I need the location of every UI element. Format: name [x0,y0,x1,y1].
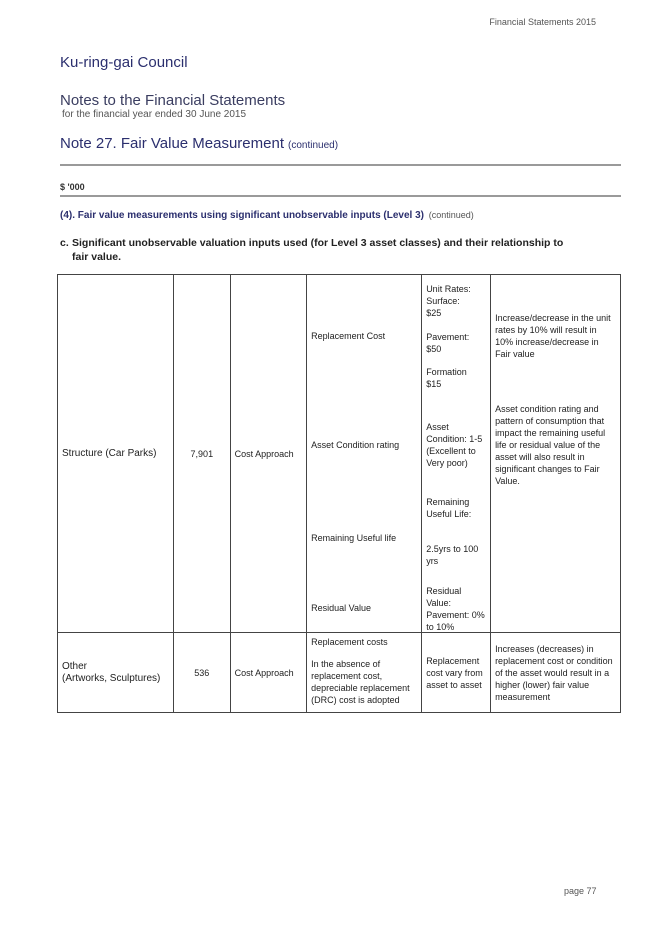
range-surface-label: Surface: [426,296,460,306]
inputs-cell [307,275,422,633]
fair-value-inputs-table [57,274,621,713]
range-unit-rates: Unit Rates: [426,284,471,294]
input-residual-value: Residual Value [311,603,371,613]
fair-value-cell: 7,901 [174,275,231,633]
asset-class-cell [58,633,174,713]
asset-class-cell: Structure (Car Parks) [58,275,174,633]
range-pavement-label: Pavement: [426,332,470,342]
relationship-cell: Increases (decreases) in replacement cost or condition of the asset would result in a higher (lower) fair value measurement [491,633,621,713]
note-heading [60,135,338,152]
range-pavement-value: $50 [426,344,442,354]
range-formation-label: Formation [426,367,467,377]
relationship-unit-rates: Increase/decrease in the unit rates by 10% will result in 10% increase/decrease in Fair value [495,313,611,359]
range-asset-condition: Asset Condition: 1-5 (Excellent to Very poor) [426,422,483,468]
technique-cell: Cost Approach [230,633,307,713]
council-name: Ku-ring-gai Council [60,54,188,71]
notes-title: Notes to the Financial Statements [60,92,286,109]
section-heading-text: (4). Fair value measurements using significant unobservable inputs (Level 3) [60,210,424,221]
range-formation-value: $15 [426,379,442,389]
input-replacement-cost: Replacement Cost [311,331,386,341]
divider-bottom [60,195,621,197]
note-heading-continued: (continued) [288,140,339,151]
fair-value-cell: 536 [174,633,231,713]
inputs-cell [307,633,422,713]
input-replacement-costs: Replacement costs [311,637,388,647]
running-head: Financial Statements 2015 [489,17,596,27]
subheading-line1: Significant unobservable valuation inputs used (for Level 3 asset classes) and their relationship to [72,237,564,249]
asset-class-line1: Other [62,660,88,672]
currency-label: $ '000 [60,182,85,192]
section-heading-continued: (continued) [428,210,474,220]
technique-cell: Cost Approach [230,275,307,633]
range-cell: Replacement cost vary from asset to asset [422,633,491,713]
relationship-cell [491,275,621,633]
table-row [58,275,621,633]
range-residual: Residual Value: Pavement: 0% to 10% [426,586,485,632]
input-asset-condition: Asset Condition rating [311,440,400,450]
subheading-line2: fair value. [72,251,122,263]
section-heading [60,210,474,221]
range-surface-value: $25 [426,308,442,318]
divider-top [60,164,621,166]
note-heading-text: Note 27. Fair Value Measurement [60,135,284,152]
asset-class-line2: (Artworks, Sculptures) [62,672,161,684]
subheading-letter: c. [60,237,69,249]
range-remaining-value: 2.5yrs to 100 yrs [426,544,479,566]
page-number: page 77 [564,886,597,896]
subheading [60,236,600,264]
relationship-condition: Asset condition rating and pattern of consumption that impact the remaining useful life or residual value of the asset will also result in significant changes to Fair Value. [495,404,606,486]
table-row [58,633,621,713]
input-remaining-life: Remaining Useful life [311,533,397,543]
input-drc-note: In the absence of replacement cost, depreciable replacement (DRC) cost is adopted [311,659,410,705]
range-cell [422,275,491,633]
range-remaining-label: Remaining Useful Life: [426,497,472,519]
notes-subtitle: for the financial year ended 30 June 2015 [62,109,247,120]
